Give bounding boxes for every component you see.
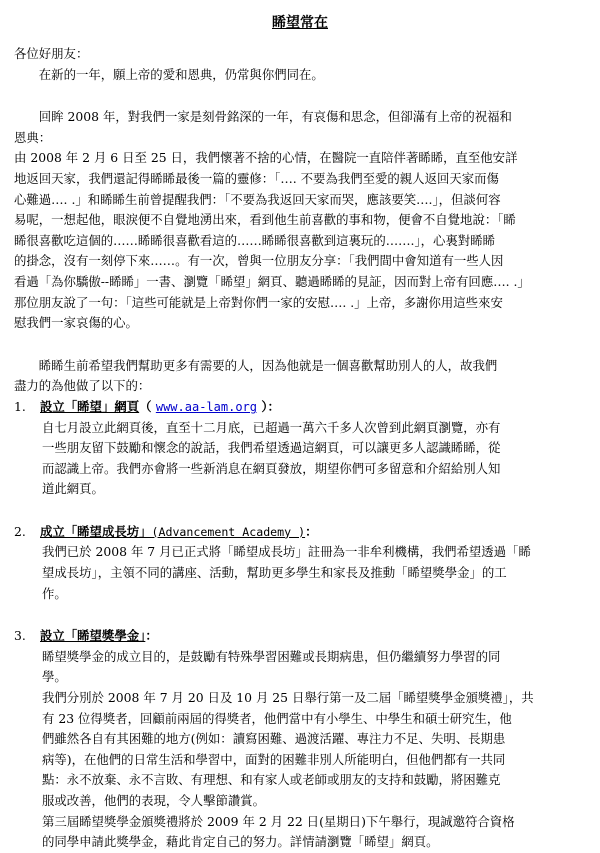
para2-line: 易呢，一想起他，眼淚便不自覺地湧出來，看到他生前喜歡的事和物，便會不自覺地說：「睎: [14, 212, 516, 228]
para1-line2: 恩典：: [14, 129, 52, 145]
website-link[interactable]: www.aa-lam.org: [155, 399, 257, 414]
section-line: 作。: [42, 585, 67, 601]
section-1-heading: 1. 設立「睎望」網頁（ www.aa-lam.org ）：: [14, 397, 586, 418]
section-title: 設立「睎望」網頁: [40, 398, 140, 414]
section-line: 一些朋友留下鼓勵和懷念的說話，我們希望透過這網頁，可以讓更多人認識睎睎，從: [42, 440, 501, 456]
para2-line: 那位朋友說了一句：「這些可能就是上帝對你們一家的安慰…. .」上帝，多謝你用這些來安: [14, 294, 503, 310]
section-line: 我們分別於 2008 年 7 月 20 日及 10 月 25 日舉行第一及二屆「睎望獎學金頒獎禮」，共: [42, 690, 534, 706]
section-number: 1.: [14, 398, 26, 414]
para3-line: 睎睎生前希望我們幫助更多有需要的人，因為他就是一個喜歡幫助別人的人，故我們: [38, 357, 498, 373]
section-3-heading: 3. 設立「睎望獎學金」：: [14, 626, 586, 647]
section-english-name: (Advancement Academy ): [151, 524, 306, 539]
para2-line: 慰我們一家哀傷的心。: [14, 315, 138, 331]
section-line: 第三屆睎望獎學金頒獎禮將於 2009 年 2 月 22 日(星期日)下午舉行，現誠邀符合資格: [42, 813, 515, 829]
section-number: 3.: [14, 628, 26, 644]
section-1-body: [42, 418, 586, 500]
section-line: 睎望獎學金的成立目的，是鼓勵有特殊學習困難或長期病患，但仍繼續努力學習的同: [42, 648, 501, 664]
section-line: 我們已於 2008 年 7 月已正式將「睎望成長坊」註冊為一非牟利機構，我們希望透過「睎: [42, 544, 531, 560]
section-number: 2.: [14, 523, 26, 539]
blessing: 在新的一年，願上帝的愛和恩典，仍常與你們同在。: [38, 66, 324, 82]
section-line: 而認識上帝。我們亦會將一些新消息在網頁發放，期望你們可多留意和介紹給別人知: [42, 460, 501, 476]
para1-line1: 回眸 2008 年，對我們一家是刻骨銘深的一年，有哀傷和思念，但卻滿有上帝的祝福和: [38, 109, 512, 125]
section-line: 有 23 位得獎者，回顧前兩屆的得獎者，他們當中有小學生、中學生和碩士研究生，他: [42, 710, 512, 726]
section-2-heading: 2. 成立「睎望成長坊」(Advancement Academy )：: [14, 522, 586, 543]
page-title: 睎望常在: [272, 15, 328, 31]
section-line: 服或改善，他們的表現，令人擊節讚賞。: [42, 793, 266, 808]
para2-line: 心難過…. .」和睎睎生前曾提醒我們：「不要為我返回天家而哭，應該要笑….」，但談何容: [14, 191, 501, 207]
para3-line: 盡力的為他做了以下的：: [14, 378, 151, 394]
section-line: 的同學申請此獎學金，藉此肯定自己的努力。詳情請瀏覽「睎望」網頁。: [42, 834, 439, 850]
para2-line: 的掛念，沒有一刻停下來……。有一次，曾與一位朋友分享：「我們間中會知道有一些人因: [14, 253, 504, 269]
section-line: 們雖然各自有其困難的地方(例如：讀寫困難、過渡活躍、專注力不足、失明、長期患: [42, 731, 506, 747]
para2-line: 地返回天家，我們還記得睎睎最後一篇的靈修：「…. 不要為我們至愛的親人返回天家而傷: [14, 170, 499, 186]
section-2-body: [42, 542, 586, 604]
greeting: 各位好朋友：: [14, 46, 89, 61]
para2-line: 睎很喜歡吃這個的……睎睎很喜歡看這的……睎睎很喜歡到這裏玩的…….」，心裏對睎睎: [14, 232, 495, 248]
section-line: 道此網頁。: [42, 481, 104, 497]
section-line: 病等)，在他們的日常生活和學習中，面對的困難非別人所能明白，但他們都有一共同: [42, 751, 506, 767]
section-line: 望成長坊」，主領不同的講座、活動，幫助更多學生和家長及推動「睎望獎學金」的工: [42, 565, 507, 581]
section-line: 學。: [42, 669, 67, 685]
section-title: 成立「睎望成長坊」: [40, 523, 152, 539]
section-line: 自七月設立此網頁後，直至十二月底，已超過一萬六千多人次曾到此網頁瀏覽，亦有: [42, 419, 501, 435]
section-3-body: [42, 647, 586, 853]
para2-line: 由 2008 年 2 月 6 日至 25 日，我們懷著不捨的心情，在醫院一直陪伴著睎睎，直至他安詳: [14, 150, 518, 166]
para2-line: 看過「為你驕傲--睎睎」一書、瀏覽「睎望」網頁、聽過睎睎的見証，因而對上帝有回應…. .」: [14, 273, 530, 289]
section-title: 設立「睎望獎學金」: [40, 628, 146, 644]
section-line: 點：永不放棄、永不言敗、有理想、和有家人或老師或朋友的支持和鼓勵，將困難克: [42, 772, 501, 788]
